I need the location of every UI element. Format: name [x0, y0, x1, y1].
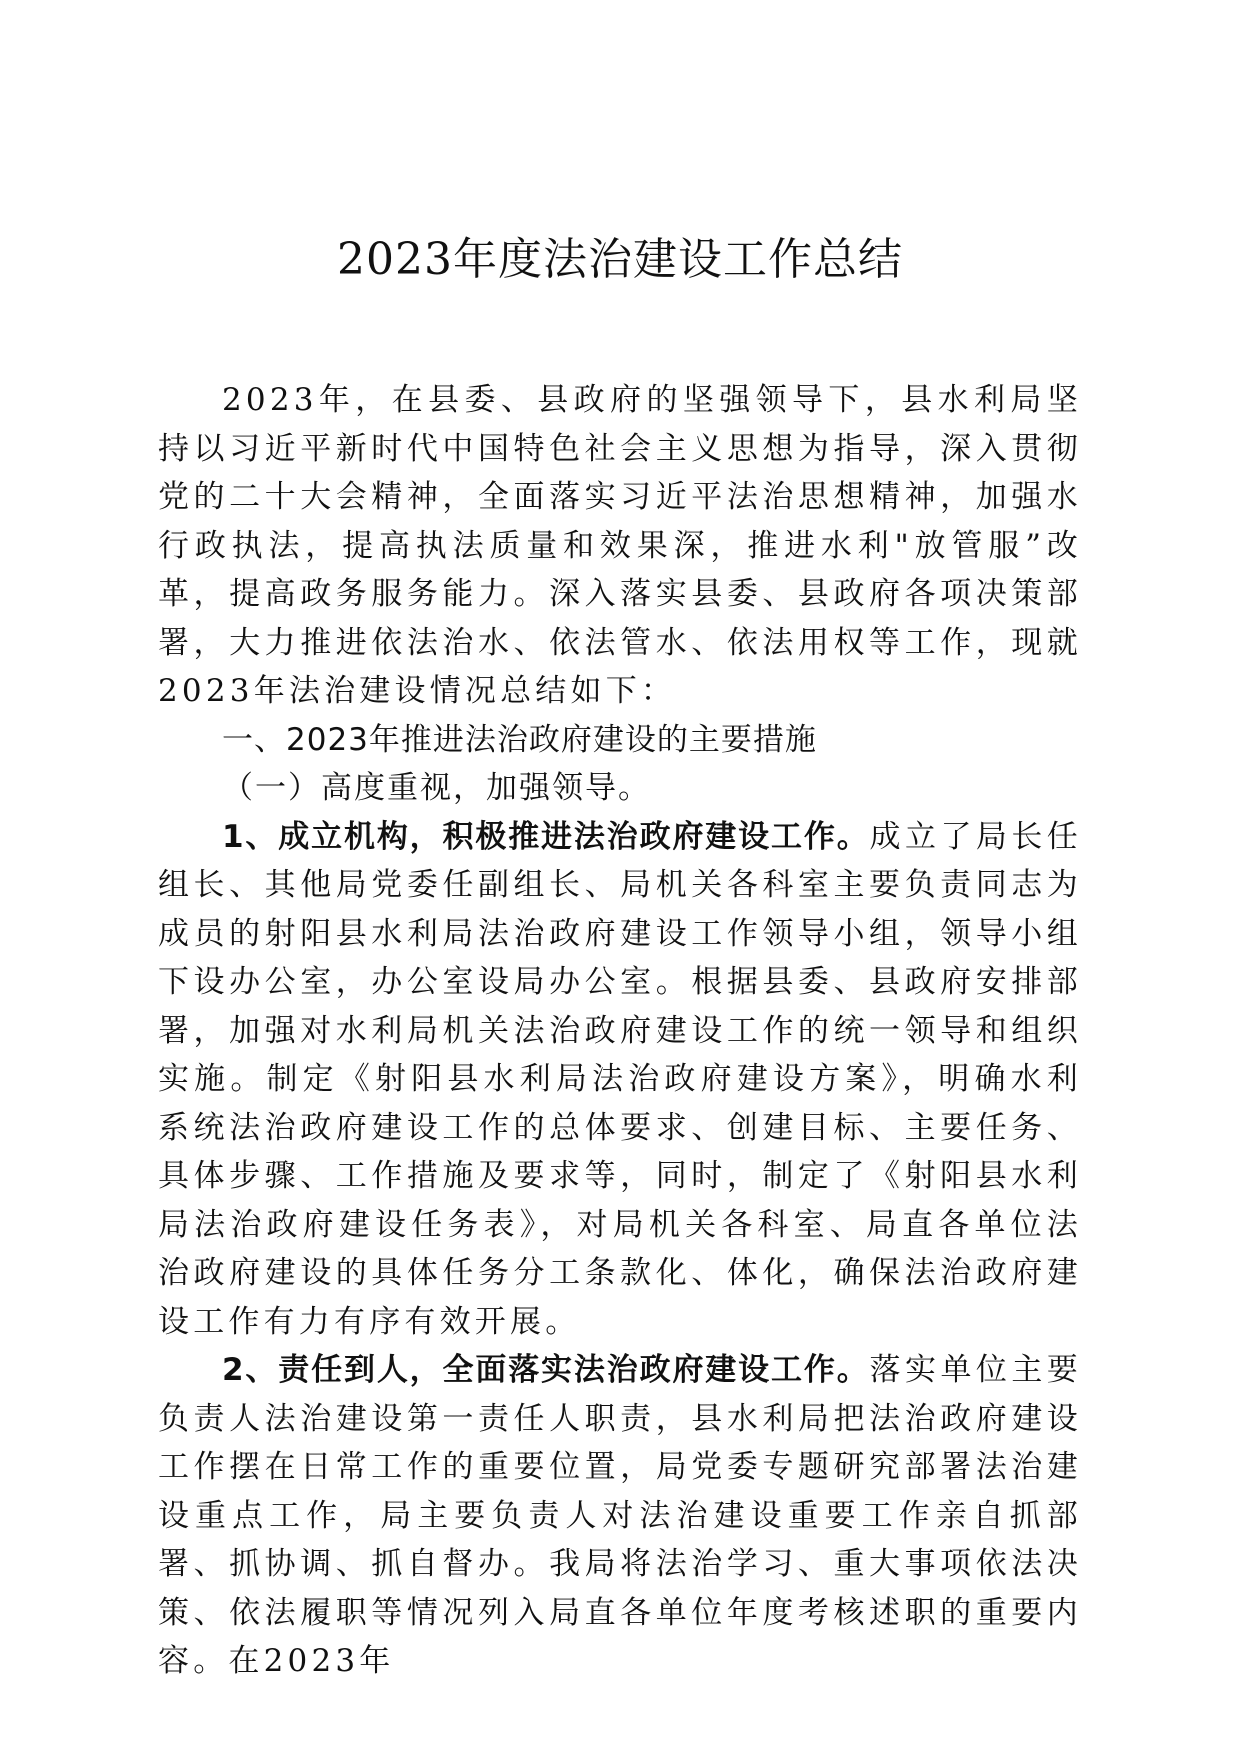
section-heading: 一、2023年推进法治政府建设的主要措施: [222, 721, 817, 758]
item-1-text: 成立了局长任组长、其他局党委任副组长、局机关各科室主要负责同志为成员的射阳县水利局法治政府建设工作领导小组，领导小组下设办公室，办公室设局办公室。根据县委、县政府安排部署，加强对水利局机关法治政府建设工作的统一领导和组织实施。制定《射阳县水利局法治政府建设方案》，明确水利系统法治政府建设工作的总体要求、创建目标、主要任务、具体步骤、工作措施及要求等，同时，制定了《射阳县水利局法治政府建设任务表》，对局机关各科室、局直各单位法治政府建设的具体任务分工条款化、体化，确保法治政府建设工作有力有序有效开展。: [158, 818, 1082, 1340]
document-title: 2023年度法治建设工作总结: [337, 234, 903, 285]
subsection-heading: （一）高度重视，加强领导。: [222, 770, 651, 806]
intro-paragraph: 2023年，在县委、县政府的坚强领导下，县水利局坚持以习近平新时代中国特色社会主义思想为指导，深入贯彻党的二十大会精神，全面落实习近平法治思想精神，加强水行政执法，提高执法质量和效果深，推进水利"放管服”改革，提高政务服务能力。深入落实县委、县政府各项决策部署，大力推进依法治水、依法管水、依法用权等工作，现就2023年法治建设情况总结如下：: [158, 382, 1082, 709]
document-body: [158, 376, 1082, 1686]
item-paragraph-1: [158, 813, 1082, 1347]
item-2-lead: 2、责任到人，全面落实法治政府建设工作。: [222, 1352, 870, 1388]
item-2-text: 落实单位主要负责人法治建设第一责任人职责，县水利局把法治政府建设工作摆在日常工作的重要位置，局党委专题研究部署法治建设重点工作，局主要负责人对法治建设重要工作亲自抓部署、抓协调、抓自督办。我局将法治学习、重大事项依法决策、依法履职等情况列入局直各单位年度考核述职的重要内容。在2023年: [158, 1352, 1082, 1679]
item-paragraph-2: [158, 1346, 1082, 1686]
item-1-lead: 1、成立机构，积极推进法治政府建设工作。: [222, 818, 870, 855]
